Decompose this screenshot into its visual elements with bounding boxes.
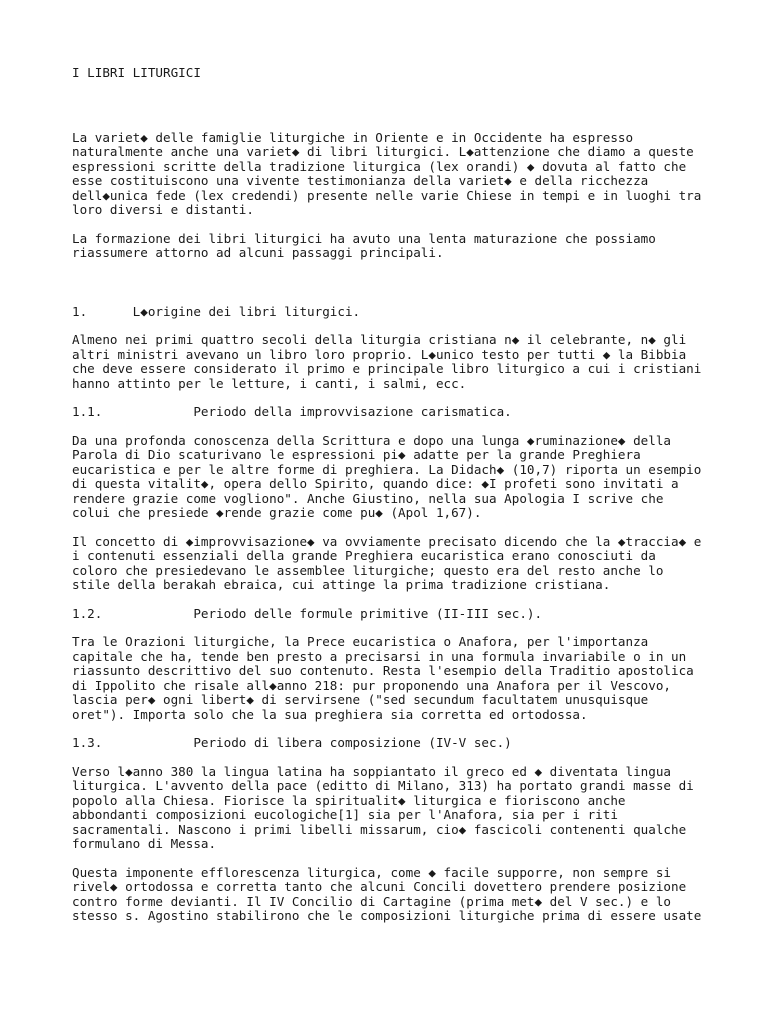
section-spacer — [72, 275, 712, 305]
intro-paragraph-2: La formazione dei libri liturgici ha avuto una lenta maturazione che possiamo riassumere attorno ad alcuni passaggi principali. — [72, 230, 656, 260]
section-1-3-heading: 1.3. Periodo di libera composizione (IV-V sec.) — [72, 735, 512, 750]
section-1-3-paragraph-2: Questa imponente efflorescenza liturgica, come ◆ facile supporre, non sempre si rivel◆ ortodossa e corretta tanto che alcuni Concili dovettero prendere posizione contro forme devianti. Il IV Concilio di Cartagine (prima met◆ del V sec.) e lo stesso s. Agostino stabilirono che le composizioni liturgiche prima di essere usate — [72, 864, 702, 923]
section-1-2-heading: 1.2. Periodo delle formule primitive (II-III sec.). — [72, 605, 543, 621]
section-1-1-paragraph-2: Il concetto di ◆improvvisazione◆ va ovviamente precisato dicendo che la ◆traccia◆ e i contenuti essenziali della grande Preghiera eucaristica erano conosciuti da coloro che presiedevano le assemblee liturgiche; questo era del resto anche lo stile della berakah ebraica, cui attinge la prima tradizione cristiana. — [72, 533, 702, 592]
section-1-2-paragraph: Tra le Orazioni liturgiche, la Prece eucaristica o Anafora, per l'importanza capitale che ha, tende ben presto a precisarsi in una formula invariabile o in un riassunto descrittivo del suo contenuto. Resta l'esempio della Traditio apostolica di Ippolito che risale all◆anno 218: pur proponendo una Anafora per il Vescovo, lascia per◆ ogni libert◆ di servirsene ("sed secundum facultatem unusquisque oret"). Importa solo che la sua preghiera sia corretta ed ortodossa. — [72, 634, 694, 722]
section-1-paragraph: Almeno nei primi quattro secoli della liturgia cristiana n◆ il celebrante, n◆ gli altri ministri avevano un libro loro proprio. L◆unico testo per tutti ◆ la Bibbia che deve essere considerato il primo e principale libro liturgico a cui i cristiani hanno attinto per le letture, i canti, i salmi, ecc. — [72, 332, 702, 391]
document-title: I LIBRI LITURGICI — [72, 65, 201, 80]
intro-paragraph-1: La variet◆ delle famiglie liturgiche in Oriente e in Occidente ha espresso naturalmente anche una variet◆ di libri liturgici. L◆attenzione che diamo a queste espressioni scritte della tradizione liturgica (lex orandi) ◆ dovuta al fatto che esse costituiscono una vivente testimonianza della variet◆ e della ricchezza dell◆unica fede (lex credendi) presente nelle varie Chiese in tempi e in luoghi tra loro diversi e distanti. — [72, 129, 702, 217]
section-1-1-paragraph-1: Da una profonda conoscenza della Scrittura e dopo una lunga ◆ruminazione◆ della Parola di Dio scaturivano le espressioni pi◆ adatte per la grande Preghiera eucaristica e per le altre forme di preghiera. La Didach◆ (10,7) riporta un esempio di questa vitalit◆, opera dello Spirito, quando dice: ◆I profeti sono invitati a rendere grazie come vogliono". Anche Giustino, nella sua Apologia I scrive che colui che presiede ◆rende grazie come pu◆ (Apol 1,67). — [72, 432, 702, 520]
section-1-heading: 1. L◆origine dei libri liturgici. — [72, 303, 361, 319]
document-page — [72, 66, 712, 938]
section-1-1-heading: 1.1. Periodo della improvvisazione carismatica. — [72, 404, 512, 419]
section-1-3-paragraph-1: Verso l◆anno 380 la lingua latina ha soppiantato il greco ed ◆ diventata lingua liturgica. L'avvento della pace (editto di Milano, 313) ha portato grandi masse di popolo alla Chiesa. Fiorisce la spiritualit◆ liturgica e fioriscono anche abbondanti composizioni eucologiche[1] sia per l'Anafora, sia per i riti sacramentali. Nascono i primi libelli missarum, cio◆ fascicoli contenenti qualche formulano di Messa. — [72, 763, 694, 851]
